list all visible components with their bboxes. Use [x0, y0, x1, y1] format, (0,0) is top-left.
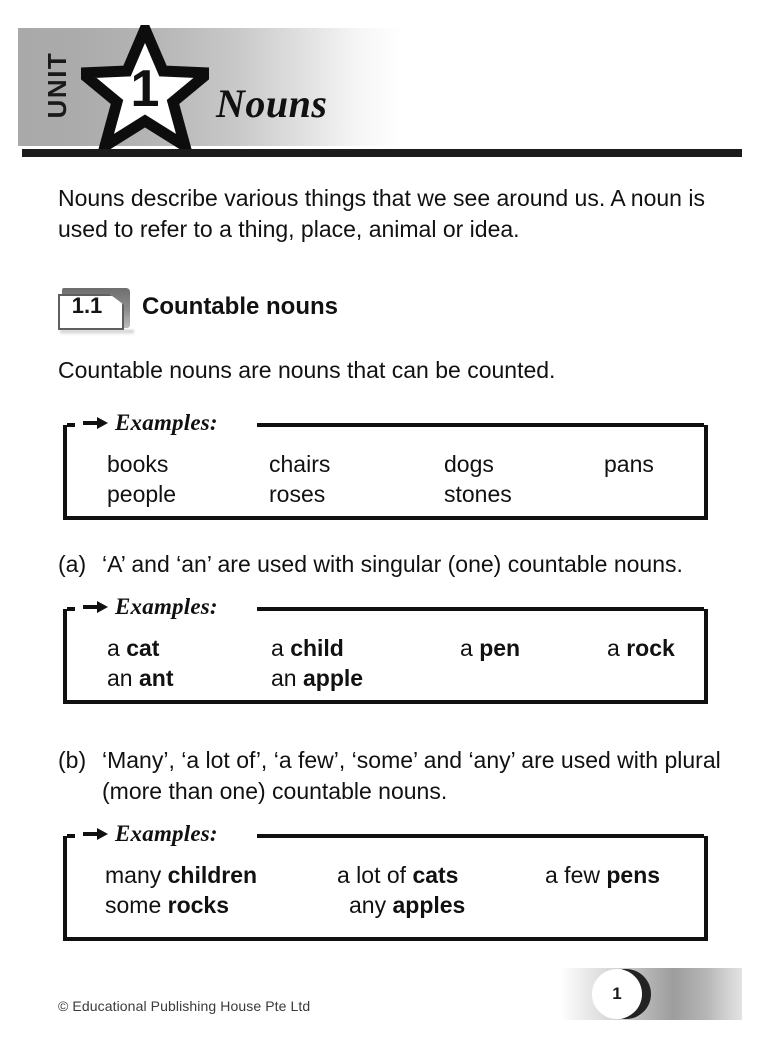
header-divider-rule [22, 149, 742, 157]
copyright-notice: © Educational Publishing House Pte Ltd [58, 998, 311, 1014]
section-number-badge [58, 288, 134, 332]
badge-shadow [60, 330, 134, 335]
unit-star-badge [81, 25, 209, 153]
section-number: 1.1 [71, 293, 103, 318]
arrow-right-icon [83, 601, 109, 613]
example-item: roses [269, 481, 326, 507]
example-item: an apple [271, 665, 364, 691]
example-item: a pen [460, 635, 521, 661]
list-item-a-text: ‘A’ and ‘an’ are used with singular (one) countable nouns. [102, 551, 683, 577]
examples-label-text: Examples: [115, 821, 218, 846]
arrow-right-icon [83, 417, 109, 429]
examples-box-3 [63, 821, 708, 941]
examples-label-1 [83, 408, 226, 438]
list-item-b [58, 745, 723, 807]
arrow-right-icon [83, 828, 109, 840]
page-title: Nouns [216, 81, 328, 126]
example-item: a cat [107, 635, 160, 661]
example-item: dogs [444, 451, 494, 477]
page-number: 1 [612, 984, 622, 1003]
example-item: a rock [607, 635, 675, 661]
examples-box-2-body [67, 609, 704, 709]
list-item-a-label: (a) [58, 551, 87, 577]
example-item: some rocks [105, 892, 230, 918]
page-number-tab [561, 968, 742, 1020]
examples-label-3 [83, 819, 226, 849]
unit-number: 1 [130, 60, 160, 118]
examples-row [67, 890, 704, 920]
examples-box-1 [63, 410, 708, 520]
examples-box-2 [63, 594, 708, 704]
unit-word-label: UNIT [42, 51, 72, 119]
section-title: Countable nouns [142, 293, 338, 320]
example-item: a lot of cats [337, 862, 459, 888]
examples-label-text: Examples: [115, 594, 218, 619]
examples-row [67, 449, 704, 479]
list-item-a [58, 549, 723, 580]
example-item: pans [604, 451, 654, 477]
examples-row [67, 663, 704, 693]
example-item: stones [444, 481, 512, 507]
example-item: books [107, 451, 169, 477]
section-lead-text: Countable nouns are nouns that can be counted. [58, 357, 556, 383]
example-item: a child [271, 635, 344, 661]
examples-box-1-body [67, 425, 704, 525]
examples-row [67, 860, 704, 890]
example-item: many children [105, 862, 258, 888]
examples-label-text: Examples: [115, 410, 218, 435]
example-item: chairs [269, 451, 331, 477]
examples-box-3-body [67, 836, 704, 936]
unit-header [18, 28, 742, 146]
examples-label-2 [83, 592, 226, 622]
intro-paragraph: Nouns describe various things that we see around us. A noun is used to refer to a thing, place, animal or idea. [58, 185, 705, 242]
example-item: people [107, 481, 177, 507]
examples-row [67, 479, 704, 509]
example-item: a few pens [545, 862, 661, 888]
list-item-b-label: (b) [58, 747, 87, 773]
list-item-b-text: ‘Many’, ‘a lot of’, ‘a few’, ‘some’ and ‘any’ are used with plural (more than one) countable nouns. [102, 747, 721, 804]
example-item: an ant [107, 665, 174, 691]
examples-row [67, 633, 704, 663]
example-item: any apples [349, 892, 466, 918]
